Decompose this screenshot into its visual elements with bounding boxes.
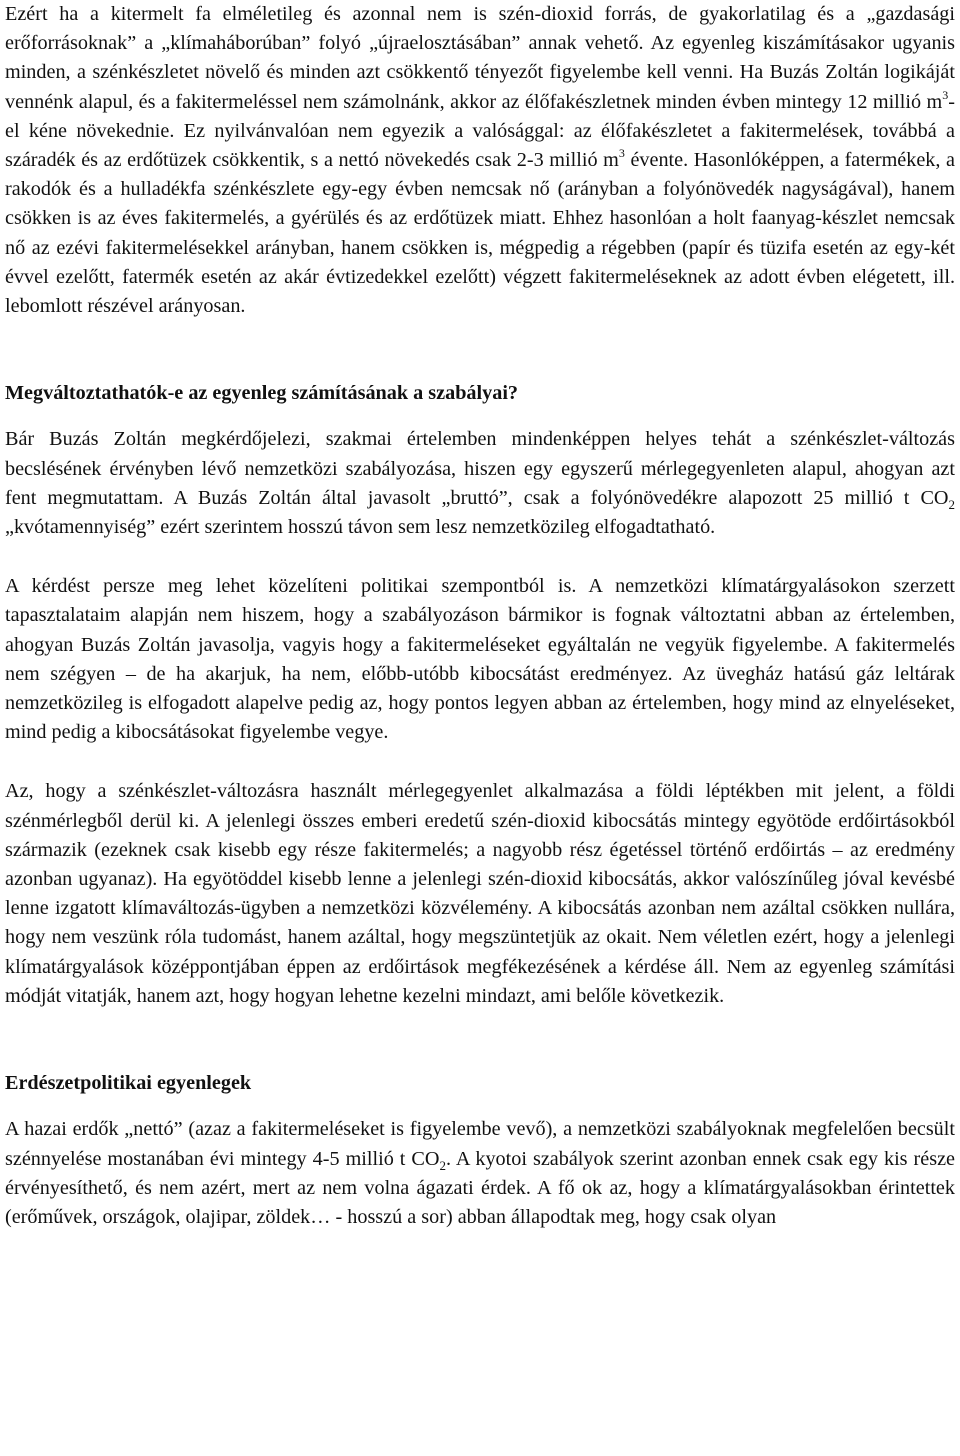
paragraph-3: A kérdést persze meg lehet közelíteni politikai szempontból is. A nemzetközi klímatárgyalásokon szerzett tapasztalataim alapján nem hiszem, hogy a szabályozáson bármikor is fognak változtatni abban az értelemben, ahogyan Buzás Zoltán javasolja, vagyis hogy a fakitermeléseket egyáltalán ne vegyük figyelembe. A fakitermelés nem szégyen – de ha akarjuk, ha nem, előbb-utóbb kibocsátást eredményez. Az üvegház hatású gáz leltárak nemzetközileg is elfogadott alapelve pedig az, hogy pontos legyen abban az értelemben, hogy mind az elnyeléseket, mind pedig a kibocsátásokat figyelembe vegye. (5, 575, 955, 744)
section-heading-rules: Megváltoztathatók-e az egyenleg számításának a szabályai? (5, 382, 519, 405)
paragraph-5-part-a: A hazai erdők „nettó” (azaz a fakitermeléseket is figyelembe vevő), a nemzetközi szabályoknak megfelelően becsült szénnyelése mostanában évi mintegy 4-5 millió t CO (5, 1118, 955, 1170)
paragraph-1-part-a: Ezért ha a kitermelt fa elméletileg és azonnal nem is szén-dioxid forrás, de gyakorlatilag és a „gazdasági erőforrásoknak” a „klímaháborúban” folyó „újraelosztásában” annak vehető. Az egyenleg kiszámításakor ugyanis minden, a szénkészletet növelő és minden azt csökkentő tényezőt figyelembe kell venni. Ha Buzás Zoltán logikáját vennénk alapul, és a fakitermeléssel nem számolnánk, akkor az élőfakészletnek minden évben mintegy 12 millió m (5, 3, 955, 113)
paragraph-5 (5, 1115, 955, 1232)
document-page (5, 0, 955, 1232)
paragraph-2-part-b: „kvótamennyiség” ezért szerintem hosszú távon sem lesz nemzetközileg elfogadtatható. (5, 516, 716, 539)
paragraph-1-part-b: -el kéne növekednie. Ez nyilvánvalóan nem egyezik a valósággal: az élőfakészletet a fakitermelések, továbbá a száradék és az erdőtüzek csökkentik, s a nettó növekedés csak 2-3 millió m (5, 90, 955, 172)
co2-subscript: 2 (439, 1157, 446, 1173)
section-heading-forest-policy: Erdészetpolitikai egyenlegek (5, 1072, 252, 1095)
paragraph-4: Az, hogy a szénkészlet-változásra használt mérlegegyenlet alkalmazása a földi léptékben mit jelent, a földi szénmérlegből derül ki. A jelenlegi összes emberi eredetű szén-dioxid kibocsátás mintegy egyötöde erdőirtásokból származik (ezeknek csak kisebb egy része fakitermelés; a nagyobb rész égetéssel történő erdőirtás – az eredmény azonban ugyanaz). Ha egyötöddel kisebb lenne a jelenlegi szén-dioxid kibocsátás, akkor valószínűleg jóval kevésbé lenne izgatott klímaváltozás-ügyben a nemzetközi közvélemény. A kibocsátás azonban nem azáltal csökken nullára, hogy nem veszünk róla tudomást, hanem azáltal, hogy megszüntetjük az okait. Nem véletlen ezért, hogy a jelenlegi klímatárgyalások középpontjában éppen az erdőirtások megfékezésének a kérdése áll. Nem az egyenleg számítási módját vitatják, hanem azt, hogy hogyan lehetne kezelni mindazt, ami belőle következik. (5, 780, 955, 1007)
cubic-superscript: 3 (942, 87, 949, 102)
paragraph-2 (5, 425, 955, 542)
paragraph-1-part-c: évente. Hasonlóképpen, a fatermékek, a rakodók és a hulladékfa szénkészlete egy-egy évben nemcsak nő (arányban a folyónövedék nagyságával), hanem csökken is az éves fakitermelés, a gyérülés és az erdőtüzek miatt. Ehhez hasonlóan a holt faanyag-készlet nemcsak nő az ezévi fakitermelésekkel arányban, hanem csökken is, mégpedig a régebben (papír és tüzifa esetén az egy-két évvel ezelőtt, fatermék esetén az akár évtizedekkel ezelőtt) végzett fakitermeléseknek az adott évben elégetett, ill. lebomlott részével arányosan. (5, 149, 955, 318)
paragraph-5-part-b: . A kyotoi szabályok szerint azonban ennek csak egy kis része érvényesíthető, és nem azért, mert az nem volna ágazati érdek. A fő ok az, hogy a klímatárgyalásokban érintettek (erőművek, országok, olajipar, zöldek… - hosszú a sor) abban állapodtak meg, hogy csak olyan (5, 1147, 955, 1228)
cubic-superscript: 3 (618, 146, 625, 161)
paragraph-1 (5, 0, 955, 321)
paragraph-2-part-a: Bár Buzás Zoltán megkérdőjelezi, szakmai értelemben mindenképpen helyes tehát a szénkészlet-változás becslésének érvényben lévő nemzetközi szabályozása, hiszen egy egyszerű mérlegegyenleten alapul, ahogyan azt fent megmutattam. A Buzás Zoltán által javasolt „bruttó”, csak a folyónövedékre alapozott 25 millió t CO (5, 428, 955, 509)
co2-subscript: 2 (948, 496, 955, 512)
